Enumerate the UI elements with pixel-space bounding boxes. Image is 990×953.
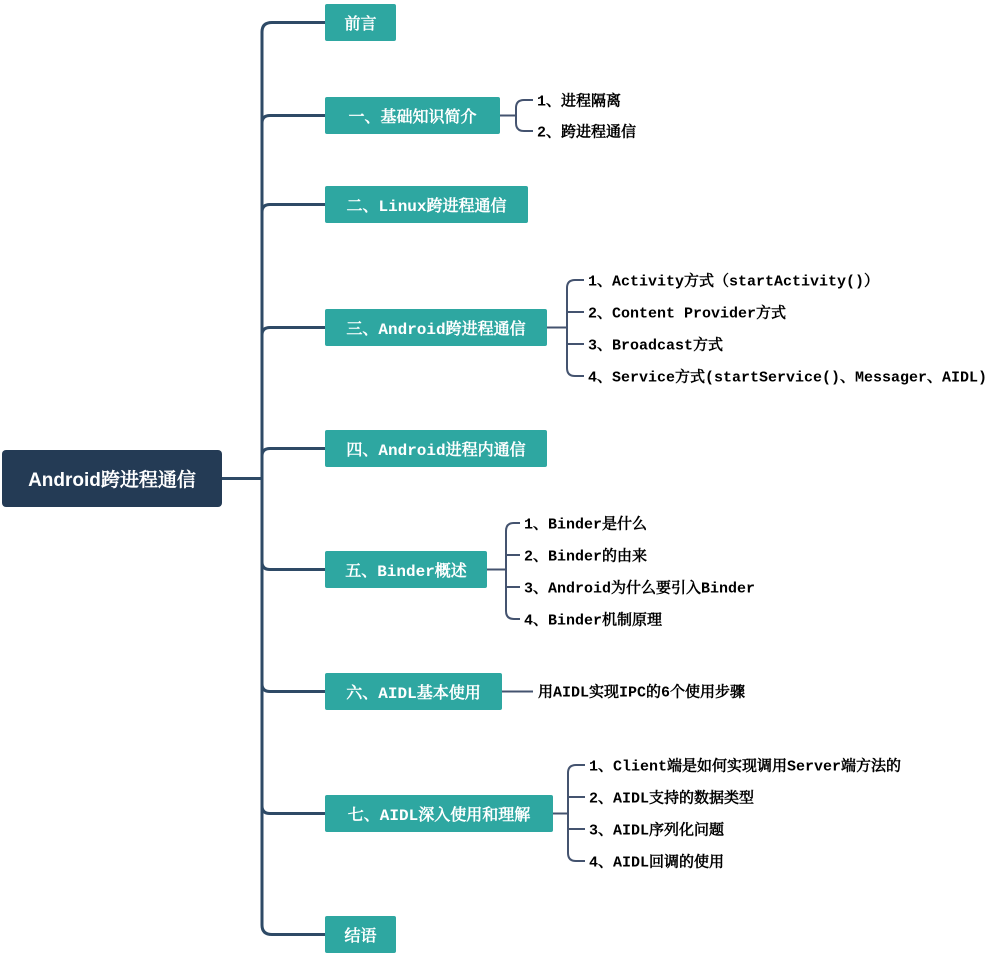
leaf-item[interactable]: 4、AIDL回调的使用 [589, 854, 725, 872]
branch-node-aidl-basic-usage[interactable]: 六、AIDL基本使用 [325, 673, 502, 710]
root-node[interactable]: Android跨进程通信 [2, 450, 222, 507]
leaf-item[interactable]: 3、AIDL序列化问题 [589, 822, 725, 840]
branch-connector [262, 116, 325, 124]
leaf-item[interactable]: 用AIDL实现IPC的6个使用步骤 [538, 684, 746, 702]
branch-node-aidl-advanced[interactable]: 七、AIDL深入使用和理解 [325, 795, 553, 832]
leaf-item[interactable]: 1、Binder是什么 [524, 516, 648, 534]
branch-node-linux-ipc[interactable]: 二、Linux跨进程通信 [325, 186, 528, 223]
branch-node-android-ipc[interactable]: 三、Android跨进程通信 [325, 309, 547, 346]
branch-connector [262, 449, 325, 457]
branch-node-conclusion[interactable]: 结语 [325, 916, 396, 953]
branch-node-android-in-process[interactable]: 四、Android进程内通信 [325, 430, 547, 467]
leaf-item[interactable]: 2、AIDL支持的数据类型 [589, 790, 755, 808]
branch-connector [262, 684, 325, 692]
branch-connector [262, 806, 325, 814]
trunk-line [262, 23, 325, 935]
branch-node-preface[interactable]: 前言 [325, 4, 396, 41]
leaf-bracket [516, 100, 533, 131]
branch-connector [262, 328, 325, 336]
branch-node-binder-overview[interactable]: 五、Binder概述 [325, 551, 487, 588]
leaf-item[interactable]: 1、进程隔离 [537, 93, 622, 111]
branch-node-basics-intro[interactable]: 一、基础知识简介 [325, 97, 500, 134]
leaf-item[interactable]: 4、Binder机制原理 [524, 612, 663, 630]
branch-connector [262, 562, 325, 570]
leaf-item[interactable]: 1、Activity方式（startActivity()） [588, 273, 880, 291]
leaf-item[interactable]: 4、Service方式(startService()、Messager、AIDL) [588, 369, 988, 387]
leaf-item[interactable]: 1、Client端是如何实现调用Server端方法的 [589, 758, 902, 776]
leaf-bracket [506, 523, 520, 619]
leaf-item[interactable]: 3、Android为什么要引入Binder [524, 580, 756, 598]
leaf-item[interactable]: 3、Broadcast方式 [588, 337, 724, 355]
branch-connector [262, 205, 325, 213]
leaf-item[interactable]: 2、Content Provider方式 [588, 305, 787, 323]
leaf-bracket [568, 765, 585, 861]
leaf-bracket [567, 280, 584, 376]
leaf-item[interactable]: 2、跨进程通信 [537, 124, 637, 142]
leaf-item[interactable]: 2、Binder的由来 [524, 548, 648, 566]
